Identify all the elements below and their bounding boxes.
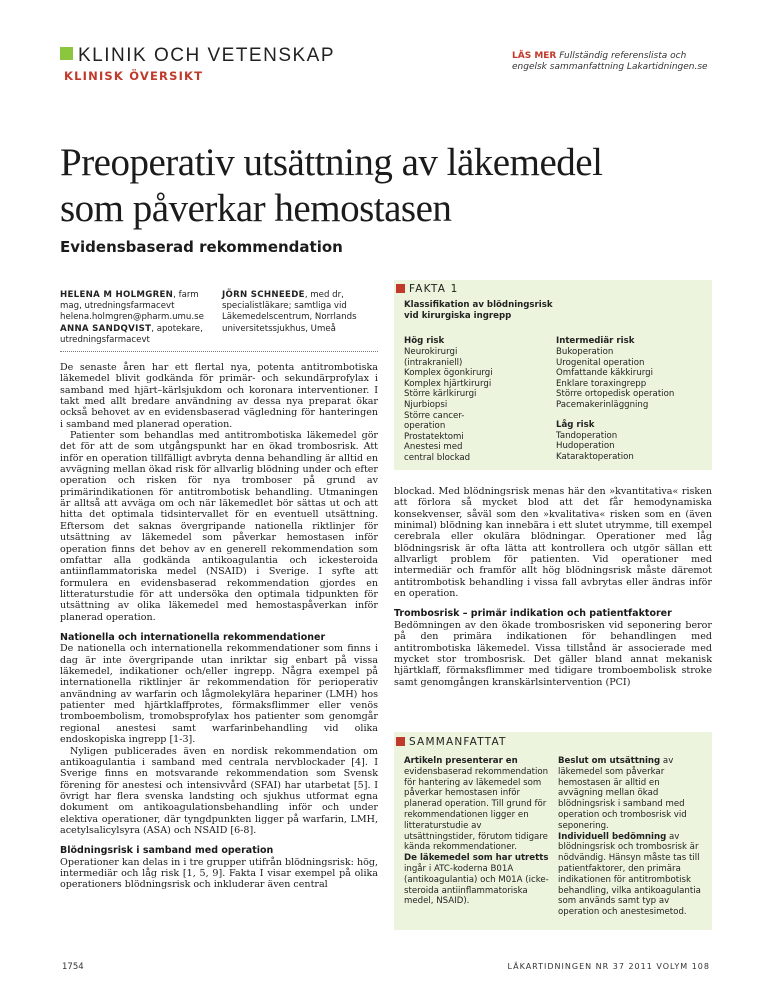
summary-item: De läkemedel som har utretts ingår i ATC-koderna B01A (antikoagulantia) och M01A (icke-steroida antiinflammatoriska medel, NSAID). xyxy=(404,853,549,907)
risk-low-heading: Låg risk xyxy=(556,419,595,430)
fakta-subtitle: Klassifikation av blödningsrisk vid kirurgiska ingrepp xyxy=(404,300,553,321)
list-item: (intrakraniell) xyxy=(404,357,463,368)
section-marker-icon xyxy=(60,47,73,60)
paragraph: De senaste åren har ett flertal nya, potenta antitrombotiska läkemedel blivit godkända för primär- och sekundärprofylax i samband med hjärt–kärlsjukdom och koronara interventioner. I takt med allt bredare användning av dessa nya preparat ökar också behovet av en evidensbaserad vägledning för hanteringen i samband med planerad operation. xyxy=(60,362,378,430)
list-item: Neurokirurgi xyxy=(404,347,458,357)
summary-col-left xyxy=(404,756,549,907)
list-item: Urogenital operation xyxy=(556,357,645,368)
summary-item: Artikeln presenterar en evidensbaserad rekommendation för hantering av läkemedel som påverkar hemostasen inför planerad operation. Till grund för rekommendationen ligger en litteraturstudie av utsättningstider, förutom tidigare kända rekommendationer. xyxy=(404,756,549,853)
list-item: Tandoperation xyxy=(556,430,618,441)
authors-right xyxy=(222,290,377,335)
author-divider xyxy=(60,351,378,352)
list-item: Komplex ögonkirurgi xyxy=(404,368,493,379)
read-more-note[interactable] xyxy=(512,51,722,73)
page-number: 1754 xyxy=(62,962,84,972)
paragraph: Nyligen publicerades även en nordisk rekommendation om antikoagulantia i samband med centrala nervblockader [4]. I Sverige finns en motsvarande rekommendation som Svensk förening för anestesi och intensivvård (SFAI) har utarbetat [5]. I övrigt har flera svenska landsting och sjukhus utformat egna dokument om antikoagulationsbehandling inför och under elektiva operationer, där tyngdpunkten ligger på warfarin, LMH, acetylsalicylsyra (ASA) och NSAID [6-8]. xyxy=(60,745,378,836)
risk-high-list xyxy=(404,347,544,464)
section-title: KLINIK OCH VETENSKAP xyxy=(78,45,336,66)
subsection-title: KLINISK ÖVERSIKT xyxy=(64,69,204,83)
list-item: Större ortopedisk operation xyxy=(556,389,675,400)
author-holmgren: HELENA M HOLMGREN, farm mag, utredningsfarmacevt helena.holmgren@pharm.umu.se xyxy=(60,290,204,323)
risk-intermediate-heading: Intermediär risk xyxy=(556,336,635,346)
body-right-column xyxy=(394,486,712,688)
summary-col-right xyxy=(558,756,703,918)
fakta-header: FAKTA 1 xyxy=(396,283,459,295)
list-item: Omfattande käkkirurgi xyxy=(556,368,653,379)
summary-item: Beslut om utsättning av läkemedel som påverkar hemostasen är alltid en avvägning mellan ökad blödningsrisk i samband med operation och trombosrisk vid seponering. xyxy=(558,756,687,831)
section-heading: Blödningsrisk i samband med operation xyxy=(60,845,274,857)
article-subtitle: Evidensbaserad rekommendation xyxy=(60,238,343,256)
summary-header: SAMMANFATTAT xyxy=(396,736,507,748)
paragraph: Operationer kan delas in i tre grupper utifrån blödningsrisk: hög, intermediär och låg risk [1, 5, 9]. Fakta I visar exempel på olika operationers blödningsrisk och inkluderar även central xyxy=(60,856,378,891)
body-left-column xyxy=(60,362,378,891)
list-item: Komplex hjärtkirurgi xyxy=(404,378,492,389)
section-heading: Trombosrisk – primär indikation och patientfaktorer xyxy=(394,608,672,620)
risk-high-heading: Hög risk xyxy=(404,336,445,346)
summary-item: Individuell bedömning av blödningsrisk och trombosrisk är nödvändig. Hänsyn måste tas till patientfaktorer, den primära indikationen för antitrombotisk behandling, vilka antikoagulantia som används samt typ av operation och anestesimetod. xyxy=(558,831,701,918)
paragraph: De nationella och internationella rekommendationer som finns i dag är inte övergripande utan inriktar sig enbart på vissa läkemedel, indikationer och/eller ingrepp. Några exempel på internationella riktlinjer är rekommendation för perioperativ användning av warfarin och lågmolekylära hepariner (LMH) hos patienter med hjärtklaffprotes, förmaksflimmer eller venös tromboembolism, tromobsprofylax hos patienter som genomgår regional anestesi samt warfarinbehandling vid olika endoskopiska ingrepp [1-3]. xyxy=(60,643,378,746)
list-item: Njurbiopsi xyxy=(404,399,448,410)
fakta-marker-icon xyxy=(396,284,405,293)
section-heading: Nationella och internationella rekommendationer xyxy=(60,631,326,643)
fakta-box xyxy=(394,280,712,470)
list-item: central blockad xyxy=(404,452,471,463)
list-item: Större kärlkirurgi xyxy=(404,389,477,400)
summary-marker-icon xyxy=(396,737,405,746)
list-item: Bukoperation xyxy=(556,347,614,357)
list-item: operation xyxy=(404,421,446,432)
journal-info: LÄKARTIDNINGEN NR 37 2011 VOLYM 108 xyxy=(507,962,710,971)
list-item: Prostatektomi xyxy=(404,431,464,442)
list-item: Enklare toraxingrepp xyxy=(556,378,647,389)
list-item: Anestesi med xyxy=(404,442,463,453)
article-title-line2: som påverkar hemostasen xyxy=(60,187,452,230)
risk-intermediate xyxy=(556,336,706,462)
risk-intermediate-list xyxy=(556,347,706,411)
risk-low-list xyxy=(556,431,706,463)
paragraph: Patienter som behandlas med antitrombotiska läkemedel gör det för att de som utgångspunkt har en ökad trombosrisk. Att inför en operation tillfälligt avbryta denna behandling är alltid en avvägning mellan ökad risk för allvarlig blödning under och efter operation och risken för nya tromboser på grund av primärindikationen för antitrombotisk behandling. Utmaningen är alltså att avväga om och när läkemedlet bör sättas ut och att hitta det optimala tidsintervallet för en eventuell utsättning. Eftersom det saknas övergripande nationella riktlinjer för utsättning av läkemedel som påverkar hemostasen inför operation finns det behov av en generell rekommendation som omfattar alla godkända antikoagulantia och ickesteroida antiinflammatoriska medel (NSAID) i Sverige. I syfte att formulera en evidensbaserad rekommendation gjordes en litteraturstudie för att undersöka den optimala tidpunkten för utsättning av olika läkemedel med hemostaspåverkan inför planerad operation. xyxy=(60,430,378,623)
author-sandqvist: ANNA SANDQVIST, apotekare, utredningsfarmacevt xyxy=(60,323,203,345)
paragraph: Bedömningen av den ökade trombosrisken vid seponering beror på den primära indikationen för behandlingen med antitrombotiska läkemedel. Vissa tillstånd är associerade med mycket stor trombosrisk. Det gäller bland annat mekanisk hjärtklaff, förmaksflimmer med tidigare tromboembolisk stroke samt genomgången kranskärlsintervention (PCI) xyxy=(394,619,712,688)
article-title-line1: Preoperativ utsättning av läkemedel xyxy=(60,141,603,184)
article-title xyxy=(60,140,740,232)
summary-box xyxy=(394,732,712,930)
authors-left xyxy=(60,290,210,346)
risk-high xyxy=(404,336,544,464)
author-schneede: JÖRN SCHNEEDE, med dr, specialistläkare; samtliga vid Läkemedelscentrum, Norrlands universitetssjukhus, Umeå xyxy=(222,290,357,334)
list-item: Större cancer- xyxy=(404,410,465,421)
read-more-label: LÄS MER xyxy=(512,51,557,61)
paragraph: blockad. Med blödningsrisk menas här den »kvantitativa« risken att förlora så mycket blod att det får hemodynamiska konsekvenser, såväl som den »kvalitativa« risken som en (även minimal) blödning kan innebära i ett slutet utrymme, till exempel cerebrala eller okulära blödningar. Operationer med låg blödningsrisk är ofta lätta att kontrollera och utgör sällan ett allvarligt problem för patienten. Vid operationer med intermediär och framför allt hög blödningsrisk måste däremot antitrombotisk behandling i vissa fall avbrytas eller ändras inför en operation. xyxy=(394,486,712,600)
list-item: Pacemakerinläggning xyxy=(556,399,649,410)
list-item: Hudoperation xyxy=(556,441,615,452)
list-item: Kataraktoperation xyxy=(556,451,634,462)
read-more-text: Fullständig referenslista och engelsk sammanfattning Lakartidningen.se xyxy=(512,51,708,72)
